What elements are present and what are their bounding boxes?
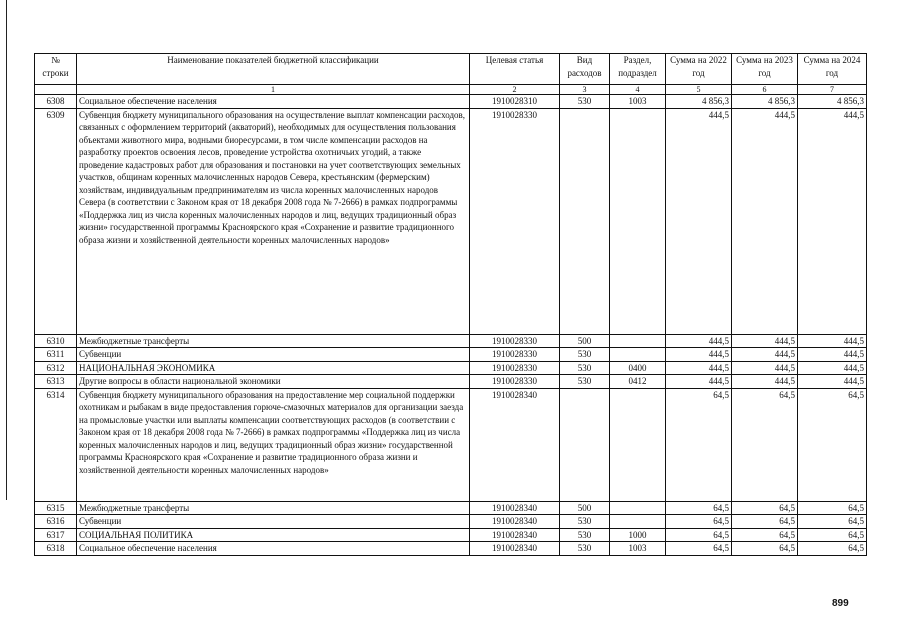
row-number: 6316	[35, 515, 77, 529]
column-number: 6	[732, 85, 798, 95]
row-sum-2024: 444,5	[798, 348, 867, 362]
row-sum-2024: 444,5	[798, 375, 867, 389]
row-expense-type: 530	[560, 528, 610, 542]
row-section: 1003	[610, 542, 666, 556]
row-target: 1910028310	[470, 95, 560, 109]
row-target: 1910028330	[470, 348, 560, 362]
row-sum-2023: 444,5	[732, 361, 798, 375]
row-expense-type: 530	[560, 542, 610, 556]
column-number: 5	[666, 85, 732, 95]
column-number: 7	[798, 85, 867, 95]
row-expense-type: 530	[560, 348, 610, 362]
header-sum-2022: Сумма на 2022 год	[666, 54, 732, 85]
row-number: 6309	[35, 108, 77, 334]
header-name: Наименование показателей бюджетной классификации	[77, 54, 470, 85]
row-sum-2024: 64,5	[798, 542, 867, 556]
table-row	[35, 334, 867, 348]
row-name: СОЦИАЛЬНАЯ ПОЛИТИКА	[77, 528, 470, 542]
header-sum-2024: Сумма на 2024 год	[798, 54, 867, 85]
row-sum-2022: 64,5	[666, 528, 732, 542]
row-sum-2024: 444,5	[798, 108, 867, 334]
row-sum-2023: 444,5	[732, 334, 798, 348]
header-row-no: № строки	[35, 54, 77, 85]
table-row	[35, 528, 867, 542]
row-section	[610, 515, 666, 529]
page-number: 899	[832, 598, 849, 609]
column-number: 1	[77, 85, 470, 95]
row-number: 6314	[35, 388, 77, 501]
row-name: НАЦИОНАЛЬНАЯ ЭКОНОМИКА	[77, 361, 470, 375]
row-sum-2022: 444,5	[666, 108, 732, 334]
row-name: Субвенция бюджету муниципального образования на осуществление выплат компенсации расходов, связанных с оформлением территорий (акваторий), необходимых для осуществления пользования объектами животного мира, водными биоресурсами, в том числе компенсации расходов на разработку проектов освоения лесов, проведение устройства охотничьих угодий, а также проведение кадастровых работ для образования и постановки на учет соответствующих земельных участков, общинам коренных малочисленных народов Севера, крестьянским (фермерским) хозяйствам, индивидуальным предпринимателям из числа коренных малочисленных народов Севера (в соответствии с Законом края от 18 декабря 2008 года № 7-2666) в рамках подпрограммы «Поддержка лиц из числа коренных малочисленных народов и лиц, ведущих традиционный образ жизни» государственной программы Красноярского края «Сохранение и развитие традиционного образа жизни и хозяйственной деятельности коренных малочисленных народов»	[77, 108, 470, 334]
row-sum-2022: 444,5	[666, 375, 732, 389]
row-sum-2023: 64,5	[732, 388, 798, 501]
row-number: 6311	[35, 348, 77, 362]
header-row	[35, 54, 867, 85]
row-sum-2023: 444,5	[732, 108, 798, 334]
row-sum-2024: 64,5	[798, 515, 867, 529]
row-sum-2022: 64,5	[666, 388, 732, 501]
table-row	[35, 375, 867, 389]
table-row	[35, 501, 867, 515]
row-name: Субвенции	[77, 348, 470, 362]
row-sum-2023: 64,5	[732, 515, 798, 529]
row-sum-2023: 64,5	[732, 501, 798, 515]
row-expense-type: 500	[560, 501, 610, 515]
row-number: 6312	[35, 361, 77, 375]
table-row	[35, 515, 867, 529]
header-sum-2023: Сумма на 2023 год	[732, 54, 798, 85]
table-row	[35, 542, 867, 556]
table-row	[35, 108, 867, 334]
row-target: 1910028340	[470, 528, 560, 542]
row-section: 0400	[610, 361, 666, 375]
row-sum-2022: 444,5	[666, 334, 732, 348]
row-expense-type: 530	[560, 361, 610, 375]
table-row	[35, 95, 867, 109]
table-row	[35, 388, 867, 501]
row-target: 1910028330	[470, 375, 560, 389]
row-sum-2023: 444,5	[732, 348, 798, 362]
row-expense-type	[560, 108, 610, 334]
row-sum-2022: 444,5	[666, 361, 732, 375]
row-name: Социальное обеспечение населения	[77, 542, 470, 556]
row-target: 1910028330	[470, 334, 560, 348]
row-number: 6318	[35, 542, 77, 556]
budget-table	[34, 53, 867, 556]
row-target: 1910028330	[470, 108, 560, 334]
row-sum-2022: 4 856,3	[666, 95, 732, 109]
row-name: Субвенции	[77, 515, 470, 529]
header-expense-type: Вид расходов	[560, 54, 610, 85]
column-number	[35, 85, 77, 95]
row-sum-2023: 64,5	[732, 528, 798, 542]
row-section	[610, 501, 666, 515]
row-section: 1000	[610, 528, 666, 542]
header-target: Целевая статья	[470, 54, 560, 85]
row-section	[610, 388, 666, 501]
row-number: 6317	[35, 528, 77, 542]
row-sum-2023: 64,5	[732, 542, 798, 556]
column-number: 3	[560, 85, 610, 95]
row-section	[610, 108, 666, 334]
row-number: 6315	[35, 501, 77, 515]
row-sum-2022: 64,5	[666, 515, 732, 529]
row-expense-type	[560, 388, 610, 501]
row-section: 0412	[610, 375, 666, 389]
row-sum-2024: 64,5	[798, 388, 867, 501]
row-name: Субвенция бюджету муниципального образования на предоставление мер социальной поддержки охотникам и рыбакам в виде предоставления горюче-смазочных материалов для организации заезда на промысловые участки или выплаты компенсации соответствующих расходов (в соответствии с Законом края от 18 декабря 2008 года № 7-2666) в рамках подпрограммы «Поддержка лиц из числа коренных малочисленных народов и лиц, ведущих традиционный образ жизни» государственной программы Красноярского края «Сохранение и развитие традиционного образа жизни и хозяйственной деятельности коренных малочисленных народов»	[77, 388, 470, 501]
row-sum-2022: 64,5	[666, 501, 732, 515]
row-number: 6313	[35, 375, 77, 389]
left-border-line	[6, 0, 7, 500]
row-number: 6310	[35, 334, 77, 348]
row-section: 1003	[610, 95, 666, 109]
row-section	[610, 334, 666, 348]
row-expense-type: 530	[560, 95, 610, 109]
column-number-row	[35, 85, 867, 95]
table-row	[35, 348, 867, 362]
row-name: Межбюджетные трансферты	[77, 501, 470, 515]
column-number: 2	[470, 85, 560, 95]
row-target: 1910028340	[470, 501, 560, 515]
row-name: Другие вопросы в области национальной экономики	[77, 375, 470, 389]
row-sum-2022: 64,5	[666, 542, 732, 556]
table-row	[35, 361, 867, 375]
row-expense-type: 500	[560, 334, 610, 348]
row-name: Межбюджетные трансферты	[77, 334, 470, 348]
row-name: Социальное обеспечение населения	[77, 95, 470, 109]
row-target: 1910028330	[470, 361, 560, 375]
row-sum-2023: 444,5	[732, 375, 798, 389]
row-expense-type: 530	[560, 515, 610, 529]
row-sum-2024: 4 856,3	[798, 95, 867, 109]
row-target: 1910028340	[470, 542, 560, 556]
row-expense-type: 530	[560, 375, 610, 389]
row-sum-2024: 64,5	[798, 501, 867, 515]
column-number: 4	[610, 85, 666, 95]
row-sum-2023: 4 856,3	[732, 95, 798, 109]
row-sum-2024: 64,5	[798, 528, 867, 542]
row-target: 1910028340	[470, 515, 560, 529]
row-sum-2022: 444,5	[666, 348, 732, 362]
row-target: 1910028340	[470, 388, 560, 501]
row-sum-2024: 444,5	[798, 334, 867, 348]
header-section: Раздел, подраздел	[610, 54, 666, 85]
row-section	[610, 348, 666, 362]
row-number: 6308	[35, 95, 77, 109]
row-sum-2024: 444,5	[798, 361, 867, 375]
